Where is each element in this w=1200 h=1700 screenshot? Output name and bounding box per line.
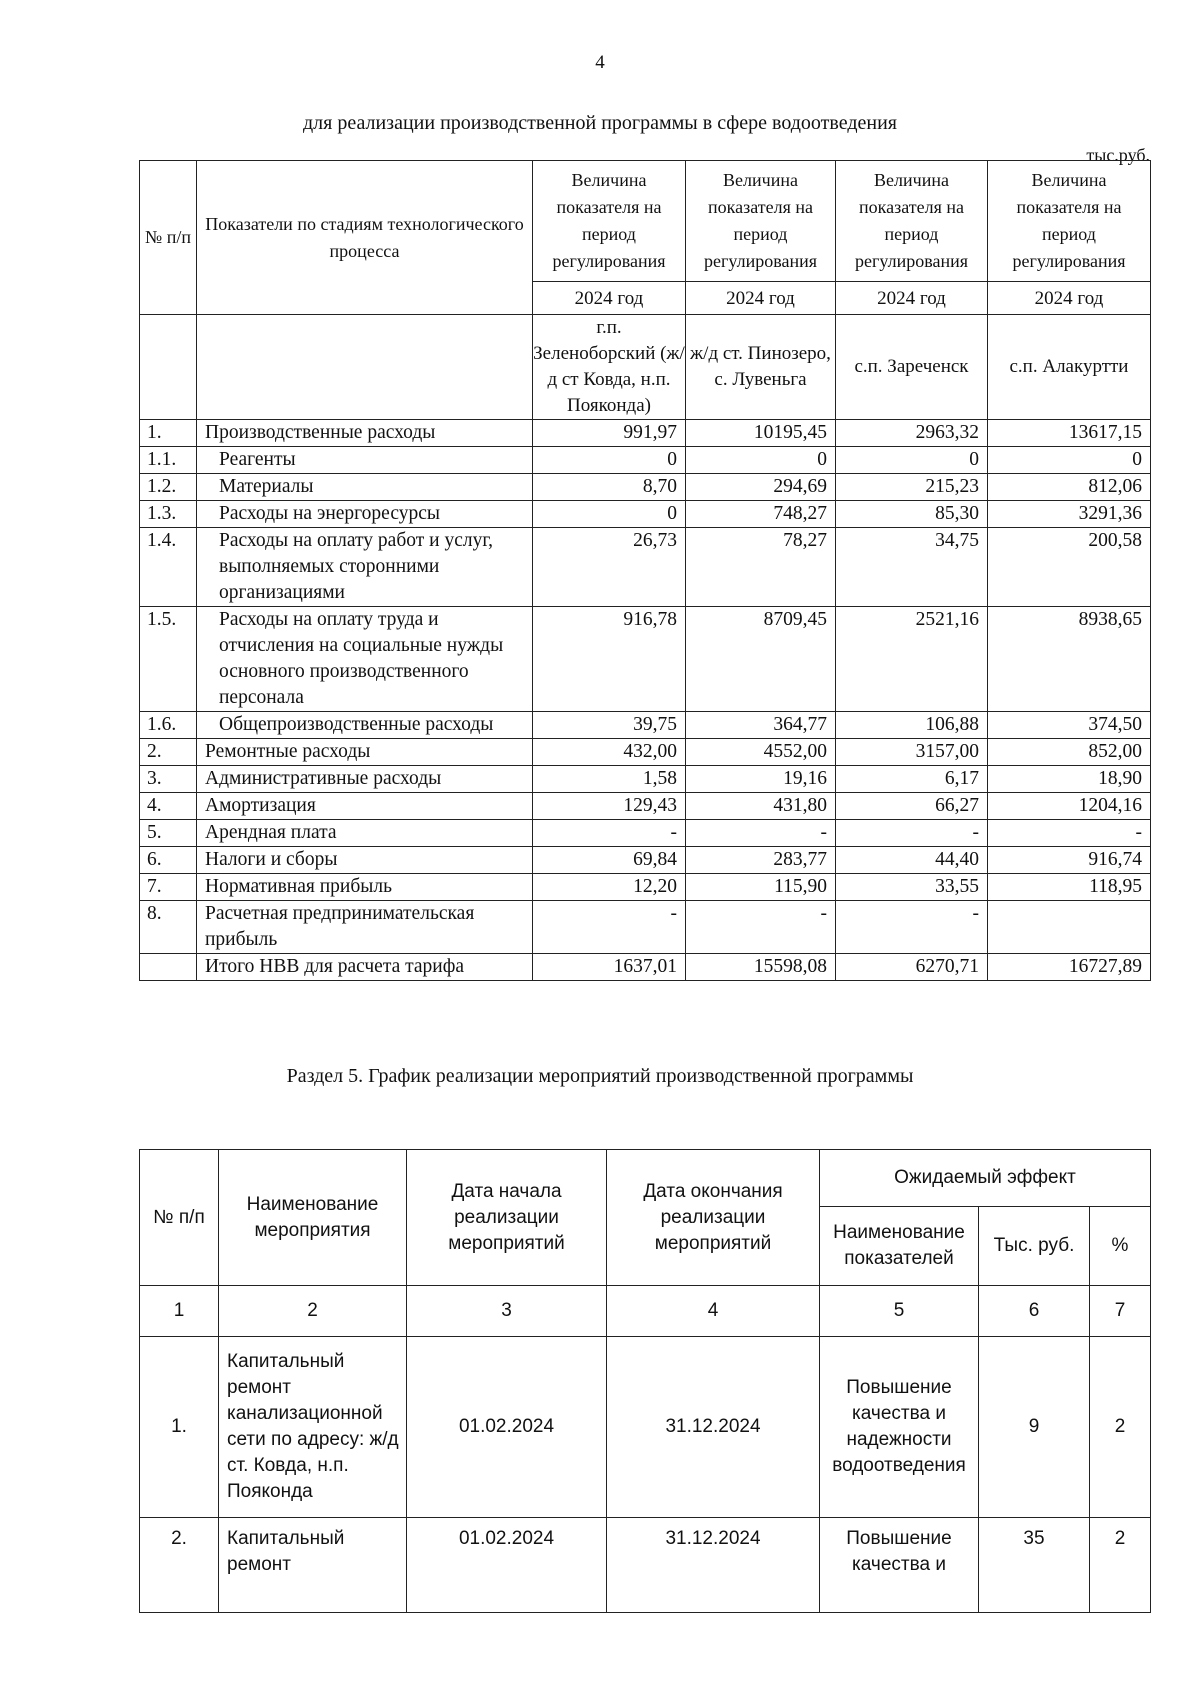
column-number: 3 <box>407 1286 607 1337</box>
row-number: 1.3. <box>140 501 197 528</box>
row-name: Итого НВВ для расчета тарифа <box>197 954 533 981</box>
row-value: 916,78 <box>533 607 686 712</box>
row-value: 364,77 <box>686 712 836 739</box>
row-value: 18,90 <box>988 766 1151 793</box>
row-value: - <box>533 901 686 954</box>
row-name: Капитальный ремонт <box>219 1518 407 1613</box>
header-year: 2024 год <box>988 282 1151 315</box>
row-name: Расходы на энергоресурсы <box>197 501 533 528</box>
row-name: Реагенты <box>197 447 533 474</box>
row-rub: 35 <box>979 1518 1090 1613</box>
row-value: 283,77 <box>686 847 836 874</box>
row-value: 19,16 <box>686 766 836 793</box>
table-row <box>140 820 1151 847</box>
row-value: 0 <box>686 447 836 474</box>
row-rub: 9 <box>979 1337 1090 1518</box>
header-period: Величина показателя на период регулирования <box>836 161 988 282</box>
header-no: № п/п <box>140 161 197 315</box>
row-value: 66,27 <box>836 793 988 820</box>
row-value: 200,58 <box>988 528 1151 607</box>
row-end-date: 31.12.2024 <box>607 1337 820 1518</box>
row-number <box>140 954 197 981</box>
row-value: 0 <box>533 501 686 528</box>
row-value: 78,27 <box>686 528 836 607</box>
row-indicator: Повышение качества и надежности водоотведения <box>820 1337 979 1518</box>
header-blank <box>197 315 533 420</box>
row-value: - <box>836 901 988 954</box>
table-row <box>140 847 1151 874</box>
row-number: 2. <box>140 1518 219 1613</box>
table-row <box>140 739 1151 766</box>
row-name: Общепроизводственные расходы <box>197 712 533 739</box>
row-name: Расчетная предпринимательская прибыль <box>197 901 533 954</box>
table-title: для реализации производственной программы в сфере водоотведения <box>302 112 898 134</box>
header-year: 2024 год <box>533 282 686 315</box>
row-name: Производственные расходы <box>197 420 533 447</box>
header-name: Наименование мероприятия <box>219 1150 407 1286</box>
row-number: 1. <box>140 420 197 447</box>
row-value: 991,97 <box>533 420 686 447</box>
header-start: Дата начала реализации мероприятий <box>407 1150 607 1286</box>
header-location: ж/д ст. Пинозеро, с. Лувеньга <box>686 315 836 420</box>
header-period: Величина показателя на период регулирования <box>988 161 1151 282</box>
row-value: 13617,15 <box>988 420 1151 447</box>
row-number: 1.6. <box>140 712 197 739</box>
row-value: 0 <box>533 447 686 474</box>
row-value: 106,88 <box>836 712 988 739</box>
row-value: 115,90 <box>686 874 836 901</box>
row-value: 15598,08 <box>686 954 836 981</box>
row-value: 1,58 <box>533 766 686 793</box>
row-value: 2963,32 <box>836 420 988 447</box>
header-end: Дата окончания реализации мероприятий <box>607 1150 820 1286</box>
row-pct: 2 <box>1090 1337 1151 1518</box>
row-value: 1204,16 <box>988 793 1151 820</box>
budget-table <box>139 160 1151 981</box>
header-location: г.п. Зеленоборский (ж/д ст Ковда, н.п. Пояконда) <box>533 315 686 420</box>
row-value: 0 <box>836 447 988 474</box>
row-start-date: 01.02.2024 <box>407 1337 607 1518</box>
header-effect-rub: Тыс. руб. <box>979 1207 1090 1286</box>
row-name: Расходы на оплату работ и услуг, выполняемых сторонними организациями <box>197 528 533 607</box>
table-row <box>140 528 1151 607</box>
row-name: Материалы <box>197 474 533 501</box>
header-no: № п/п <box>140 1150 219 1286</box>
row-value <box>988 901 1151 954</box>
table-row <box>140 874 1151 901</box>
row-name: Ремонтные расходы <box>197 739 533 766</box>
header-effect: Ожидаемый эффект <box>820 1150 1151 1207</box>
row-name: Налоги и сборы <box>197 847 533 874</box>
row-value: 8,70 <box>533 474 686 501</box>
row-value: 8938,65 <box>988 607 1151 712</box>
row-value: - <box>686 901 836 954</box>
column-number: 6 <box>979 1286 1090 1337</box>
row-end-date: 31.12.2024 <box>607 1518 820 1613</box>
row-name: Арендная плата <box>197 820 533 847</box>
row-value: 118,95 <box>988 874 1151 901</box>
row-value: 12,20 <box>533 874 686 901</box>
header-blank <box>140 315 197 420</box>
row-number: 1.4. <box>140 528 197 607</box>
row-number: 8. <box>140 901 197 954</box>
row-number: 1. <box>140 1337 219 1518</box>
column-number: 7 <box>1090 1286 1151 1337</box>
row-value: 129,43 <box>533 793 686 820</box>
header-location: с.п. Алакуртти <box>988 315 1151 420</box>
row-number: 2. <box>140 739 197 766</box>
header-location: с.п. Зареченск <box>836 315 988 420</box>
row-value: 812,06 <box>988 474 1151 501</box>
row-number: 6. <box>140 847 197 874</box>
row-value: - <box>533 820 686 847</box>
row-name: Административные расходы <box>197 766 533 793</box>
row-value: 916,74 <box>988 847 1151 874</box>
row-value: - <box>988 820 1151 847</box>
table-row <box>140 766 1151 793</box>
row-value: 2521,16 <box>836 607 988 712</box>
header-period: Величина показателя на период регулирования <box>533 161 686 282</box>
section-title <box>0 1062 1200 1091</box>
row-value: - <box>836 820 988 847</box>
row-number: 7. <box>140 874 197 901</box>
row-value: 34,75 <box>836 528 988 607</box>
row-number: 1.1. <box>140 447 197 474</box>
row-number: 3. <box>140 766 197 793</box>
row-value: 748,27 <box>686 501 836 528</box>
column-number: 1 <box>140 1286 219 1337</box>
table-row <box>140 901 1151 954</box>
row-pct: 2 <box>1090 1518 1151 1613</box>
row-value: 852,00 <box>988 739 1151 766</box>
page-number: 4 <box>595 52 605 73</box>
row-value: 432,00 <box>533 739 686 766</box>
header-indicator: Показатели по стадиям технологического процесса <box>197 161 533 315</box>
row-value: 26,73 <box>533 528 686 607</box>
header-effect-pct: % <box>1090 1207 1151 1286</box>
row-value: 4552,00 <box>686 739 836 766</box>
row-value: 3291,36 <box>988 501 1151 528</box>
table-row <box>140 474 1151 501</box>
table-row <box>140 712 1151 739</box>
row-number: 1.5. <box>140 607 197 712</box>
table-row <box>140 607 1151 712</box>
row-value: 69,84 <box>533 847 686 874</box>
row-value: 1637,01 <box>533 954 686 981</box>
row-name: Капитальный ремонт канализационной сети по адресу: ж/д ст. Ковда, н.п. Пояконда <box>219 1337 407 1518</box>
column-numbers-row <box>140 1286 1151 1337</box>
row-value: 10195,45 <box>686 420 836 447</box>
row-value: 16727,89 <box>988 954 1151 981</box>
column-number: 5 <box>820 1286 979 1337</box>
row-value: 85,30 <box>836 501 988 528</box>
total-row <box>140 954 1151 981</box>
header-year: 2024 год <box>836 282 988 315</box>
row-value: 6,17 <box>836 766 988 793</box>
row-value: 3157,00 <box>836 739 988 766</box>
row-value: 294,69 <box>686 474 836 501</box>
row-value: 8709,45 <box>686 607 836 712</box>
header-year: 2024 год <box>686 282 836 315</box>
header-effect-name: Наименование показателей <box>820 1207 979 1286</box>
table-row <box>140 793 1151 820</box>
section-title-text: Раздел 5. График реализации мероприятий производственной программы <box>286 1065 914 1087</box>
units-label: тыс.руб. <box>1086 145 1150 165</box>
row-value: - <box>686 820 836 847</box>
row-start-date: 01.02.2024 <box>407 1518 607 1613</box>
row-name: Нормативная прибыль <box>197 874 533 901</box>
row-value: 6270,71 <box>836 954 988 981</box>
row-value: 44,40 <box>836 847 988 874</box>
row-value: 215,23 <box>836 474 988 501</box>
row-name: Амортизация <box>197 793 533 820</box>
row-name: Расходы на оплату труда и отчисления на социальные нужды основного производственного персонала <box>197 607 533 712</box>
table-row <box>140 1337 1151 1518</box>
table-row <box>140 420 1151 447</box>
table-row <box>140 501 1151 528</box>
column-number: 4 <box>607 1286 820 1337</box>
row-value: 39,75 <box>533 712 686 739</box>
table-row <box>140 1518 1151 1613</box>
row-number: 1.2. <box>140 474 197 501</box>
row-indicator: Повышение качества и <box>820 1518 979 1613</box>
column-number: 2 <box>219 1286 407 1337</box>
table-row <box>140 447 1151 474</box>
row-value: 431,80 <box>686 793 836 820</box>
row-value: 33,55 <box>836 874 988 901</box>
row-number: 4. <box>140 793 197 820</box>
header-period: Величина показателя на период регулирования <box>686 161 836 282</box>
row-number: 5. <box>140 820 197 847</box>
row-value: 0 <box>988 447 1151 474</box>
row-value: 374,50 <box>988 712 1151 739</box>
schedule-table <box>139 1149 1151 1613</box>
